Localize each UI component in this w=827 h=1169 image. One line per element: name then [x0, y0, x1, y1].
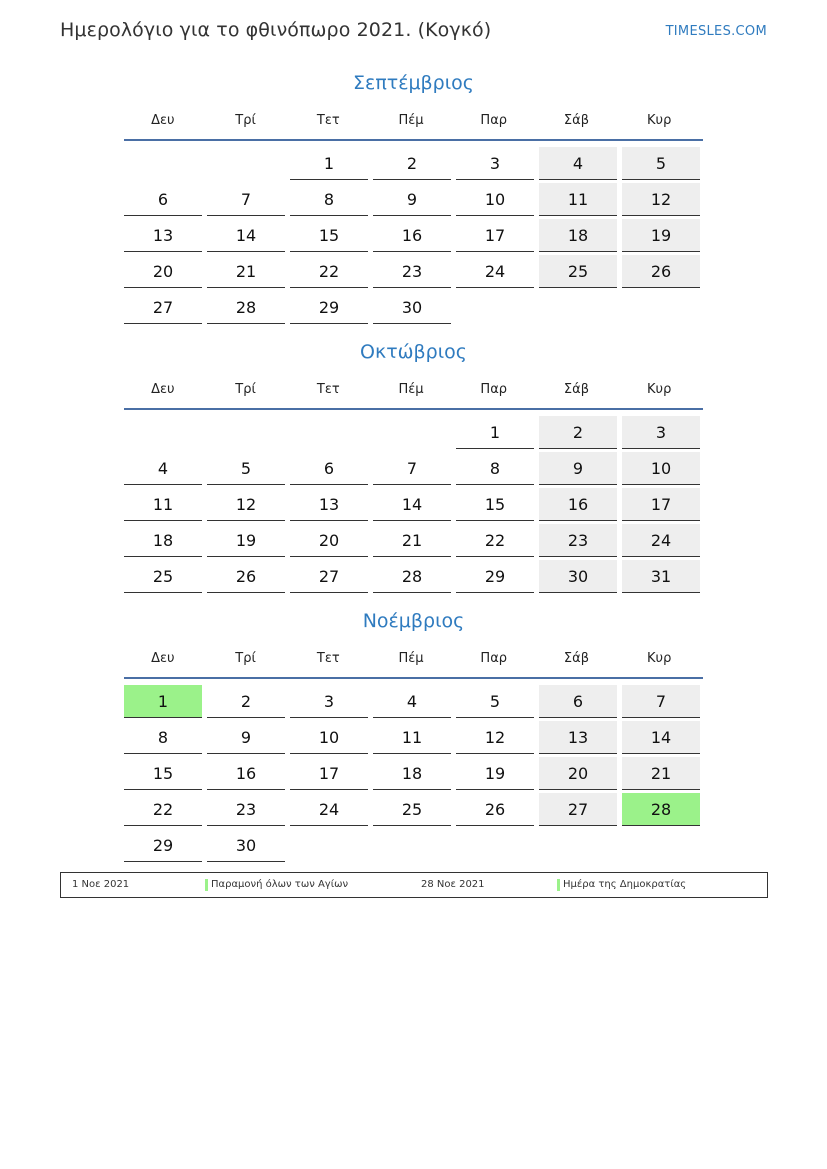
empty-cell — [373, 416, 451, 449]
empty-cell — [622, 829, 700, 862]
day-cell: 8 — [290, 183, 368, 216]
day-cell: 3 — [290, 685, 368, 718]
day-cell: 23 — [373, 255, 451, 288]
day-cell: 18 — [124, 524, 202, 557]
day-cell: 5 — [622, 147, 700, 180]
day-cell: 7 — [622, 685, 700, 718]
day-cell: 11 — [373, 721, 451, 754]
weekday-label: Σάβ — [563, 382, 589, 397]
day-cell: 11 — [124, 488, 202, 521]
day-cell: 8 — [456, 452, 534, 485]
day-cell: 18 — [539, 219, 617, 252]
weekday-label: Τρί — [235, 113, 256, 128]
day-cell: 25 — [124, 560, 202, 593]
month-title: Σεπτέμβριος — [353, 72, 474, 94]
day-cell: 10 — [290, 721, 368, 754]
week-row — [124, 557, 703, 593]
legend-date: 28 Νοε 2021 — [421, 879, 485, 890]
day-cell: 26 — [207, 560, 285, 593]
day-cell: 8 — [124, 721, 202, 754]
month-calendar — [124, 606, 703, 862]
day-cell: 21 — [622, 757, 700, 790]
week-row — [124, 485, 703, 521]
month-calendar — [124, 68, 703, 324]
day-cell: 6 — [124, 183, 202, 216]
empty-cell — [539, 829, 617, 862]
day-cell: 19 — [207, 524, 285, 557]
day-cell: 26 — [622, 255, 700, 288]
day-cell: 12 — [207, 488, 285, 521]
day-cell: 22 — [290, 255, 368, 288]
weekday-label: Δευ — [151, 113, 175, 128]
empty-cell — [539, 291, 617, 324]
day-cell: 30 — [539, 560, 617, 593]
legend-date: 1 Νοε 2021 — [72, 879, 130, 890]
day-cell: 19 — [622, 219, 700, 252]
day-cell: 14 — [622, 721, 700, 754]
day-cell: 26 — [456, 793, 534, 826]
day-cell: 20 — [124, 255, 202, 288]
day-cell: 16 — [373, 219, 451, 252]
week-row — [124, 449, 703, 485]
day-grid — [124, 682, 703, 862]
weekday-label: Κυρ — [647, 382, 672, 397]
day-cell: 2 — [373, 147, 451, 180]
day-cell: 1 — [290, 147, 368, 180]
day-cell: 9 — [539, 452, 617, 485]
week-row — [124, 216, 703, 252]
day-cell: 4 — [373, 685, 451, 718]
weekday-label: Παρ — [480, 651, 508, 666]
weekday-label: Τετ — [316, 382, 340, 397]
empty-cell — [373, 829, 451, 862]
week-row — [124, 790, 703, 826]
empty-cell — [207, 416, 285, 449]
weekday-label: Τετ — [316, 651, 340, 666]
day-cell: 30 — [207, 829, 285, 862]
weekday-header — [124, 371, 703, 410]
day-cell: 28 — [207, 291, 285, 324]
day-cell: 6 — [290, 452, 368, 485]
day-grid — [124, 144, 703, 324]
weekday-label: Παρ — [480, 113, 508, 128]
day-grid — [124, 413, 703, 593]
holiday-legend — [60, 872, 768, 898]
weekday-label: Τρί — [235, 382, 256, 397]
holiday-day-cell: 1 — [124, 685, 202, 718]
weekday-label: Παρ — [480, 382, 508, 397]
weekday-header — [124, 640, 703, 679]
day-cell: 31 — [622, 560, 700, 593]
day-cell: 4 — [539, 147, 617, 180]
day-cell: 9 — [373, 183, 451, 216]
week-row — [124, 288, 703, 324]
week-row — [124, 180, 703, 216]
empty-cell — [456, 291, 534, 324]
day-cell: 24 — [622, 524, 700, 557]
day-cell: 27 — [124, 291, 202, 324]
weekday-label: Τρί — [235, 651, 256, 666]
weekday-label: Κυρ — [647, 651, 672, 666]
day-cell: 11 — [539, 183, 617, 216]
day-cell: 23 — [207, 793, 285, 826]
weekday-label: Δευ — [151, 651, 175, 666]
week-row — [124, 826, 703, 862]
empty-cell — [622, 291, 700, 324]
weekday-label: Πέμ — [398, 113, 424, 128]
week-row — [124, 413, 703, 449]
month-title: Νοέμβριος — [362, 610, 465, 632]
empty-cell — [124, 416, 202, 449]
month-calendar — [124, 337, 703, 593]
day-cell: 14 — [373, 488, 451, 521]
day-cell: 17 — [622, 488, 700, 521]
day-cell: 17 — [290, 757, 368, 790]
brand-link[interactable]: TIMESLES.COM — [665, 24, 767, 39]
week-row — [124, 521, 703, 557]
day-cell: 7 — [207, 183, 285, 216]
day-cell: 27 — [539, 793, 617, 826]
weekday-label: Πέμ — [398, 382, 424, 397]
day-cell: 29 — [456, 560, 534, 593]
weekday-label: Σάβ — [563, 651, 589, 666]
day-cell: 4 — [124, 452, 202, 485]
day-cell: 7 — [373, 452, 451, 485]
weekday-header — [124, 102, 703, 141]
legend-holiday-name: Παραμονή όλων των Αγίων — [205, 873, 348, 897]
day-cell: 16 — [207, 757, 285, 790]
day-cell: 20 — [290, 524, 368, 557]
day-cell: 22 — [124, 793, 202, 826]
day-cell: 21 — [207, 255, 285, 288]
week-row — [124, 682, 703, 718]
day-cell: 2 — [207, 685, 285, 718]
day-cell: 14 — [207, 219, 285, 252]
day-cell: 3 — [456, 147, 534, 180]
day-cell: 15 — [290, 219, 368, 252]
day-cell: 6 — [539, 685, 617, 718]
weekday-label: Κυρ — [647, 113, 672, 128]
empty-cell — [124, 147, 202, 180]
day-cell: 21 — [373, 524, 451, 557]
week-row — [124, 754, 703, 790]
day-cell: 25 — [373, 793, 451, 826]
day-cell: 5 — [456, 685, 534, 718]
day-cell: 25 — [539, 255, 617, 288]
legend-holiday-name: Ημέρα της Δημοκρατίας — [557, 873, 686, 897]
day-cell: 9 — [207, 721, 285, 754]
day-cell: 12 — [456, 721, 534, 754]
day-cell: 5 — [207, 452, 285, 485]
empty-cell — [207, 147, 285, 180]
day-cell: 19 — [456, 757, 534, 790]
day-cell: 28 — [373, 560, 451, 593]
empty-cell — [456, 829, 534, 862]
empty-cell — [290, 829, 368, 862]
day-cell: 24 — [290, 793, 368, 826]
day-cell: 13 — [124, 219, 202, 252]
week-row — [124, 718, 703, 754]
day-cell: 15 — [456, 488, 534, 521]
weekday-label: Σάβ — [563, 113, 589, 128]
weekday-label: Πέμ — [398, 651, 424, 666]
week-row — [124, 144, 703, 180]
day-cell: 12 — [622, 183, 700, 216]
page-title: Ημερολόγιο για το φθινόπωρο 2021. (Κογκό) — [60, 19, 492, 41]
day-cell: 2 — [539, 416, 617, 449]
empty-cell — [290, 416, 368, 449]
day-cell: 1 — [456, 416, 534, 449]
day-cell: 10 — [622, 452, 700, 485]
day-cell: 13 — [539, 721, 617, 754]
day-cell: 18 — [373, 757, 451, 790]
weekday-label: Δευ — [151, 382, 175, 397]
day-cell: 30 — [373, 291, 451, 324]
month-title: Οκτώβριος — [360, 341, 467, 363]
day-cell: 22 — [456, 524, 534, 557]
day-cell: 3 — [622, 416, 700, 449]
day-cell: 23 — [539, 524, 617, 557]
day-cell: 15 — [124, 757, 202, 790]
holiday-day-cell: 28 — [622, 793, 700, 826]
day-cell: 29 — [124, 829, 202, 862]
week-row — [124, 252, 703, 288]
day-cell: 13 — [290, 488, 368, 521]
day-cell: 24 — [456, 255, 534, 288]
day-cell: 27 — [290, 560, 368, 593]
day-cell: 20 — [539, 757, 617, 790]
day-cell: 17 — [456, 219, 534, 252]
day-cell: 10 — [456, 183, 534, 216]
day-cell: 29 — [290, 291, 368, 324]
weekday-label: Τετ — [316, 113, 340, 128]
day-cell: 16 — [539, 488, 617, 521]
